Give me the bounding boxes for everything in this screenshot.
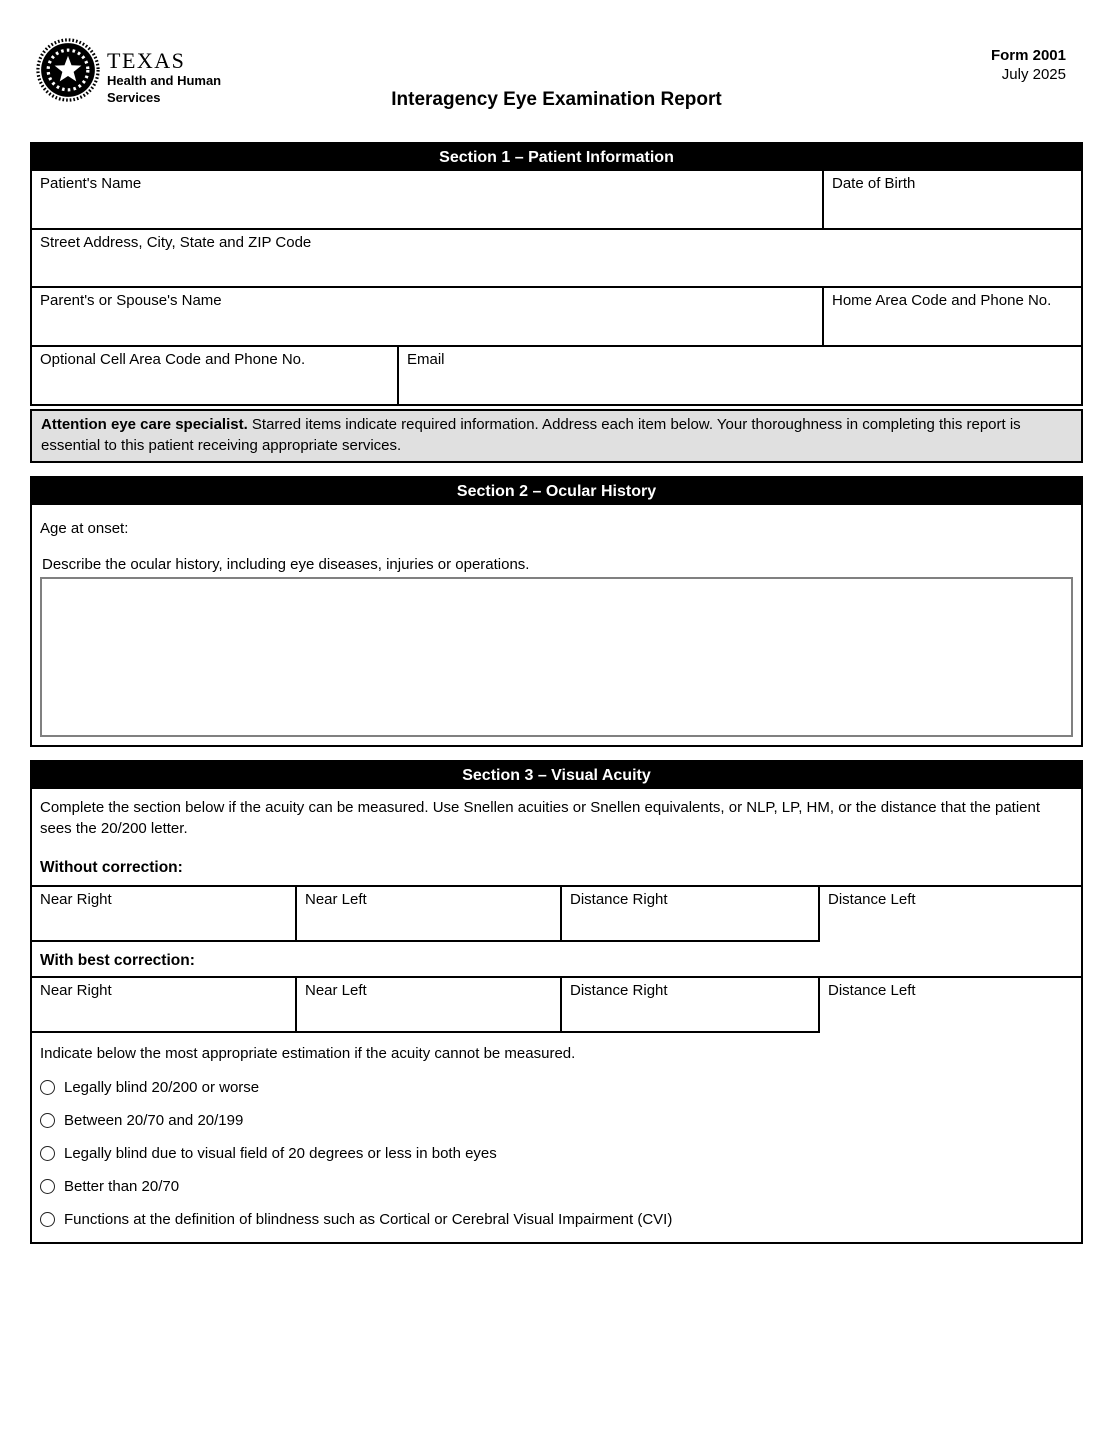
visual-acuity-intro: Complete the section below if the acuity can be measured. Use Snellen acuities or Snellen equivalents, or NLP, LP, HM, or the distance that the patient sees the 20/200 letter. bbox=[40, 799, 1041, 837]
parent-spouse-name-value[interactable] bbox=[40, 309, 814, 323]
form-date: July 2025 bbox=[1001, 66, 1066, 83]
cell-phone-label: Optional Cell Area Code and Phone No. bbox=[40, 351, 306, 368]
near-right-label: Near Right bbox=[40, 982, 112, 999]
cell-phone-field[interactable] bbox=[32, 347, 397, 404]
option-legally-blind-20-200[interactable] bbox=[40, 1079, 1073, 1096]
email-value[interactable] bbox=[407, 368, 1073, 382]
estimation-instruction: Indicate below the most appropriate estimation if the acuity cannot be measured. bbox=[40, 1045, 576, 1062]
patient-name-label: Patient's Name bbox=[40, 175, 142, 192]
patient-name-field[interactable] bbox=[32, 171, 822, 228]
option-functions-at-blindness-cvi[interactable] bbox=[40, 1211, 1073, 1228]
parent-spouse-name-field[interactable] bbox=[32, 288, 822, 345]
row-cell-email bbox=[32, 345, 1081, 404]
with-distance-left-field[interactable] bbox=[820, 978, 1081, 1033]
distance-left-label: Distance Left bbox=[828, 982, 916, 999]
age-at-onset-label: Age at onset: bbox=[40, 520, 129, 537]
form-meta bbox=[991, 46, 1066, 84]
option-between-20-70-and-20-199[interactable] bbox=[40, 1112, 1073, 1129]
radio-button-icon[interactable] bbox=[40, 1113, 55, 1128]
parent-spouse-name-label: Parent's or Spouse's Name bbox=[40, 292, 222, 309]
page-title: Interagency Eye Examination Report bbox=[391, 89, 722, 110]
with-correction-row bbox=[32, 978, 1081, 1033]
option-label: Legally blind 20/200 or worse bbox=[64, 1079, 260, 1096]
distance-right-label: Distance Right bbox=[570, 891, 668, 908]
distance-left-label: Distance Left bbox=[828, 891, 916, 908]
radio-button-icon[interactable] bbox=[40, 1146, 55, 1161]
address-value[interactable] bbox=[40, 251, 1073, 265]
section-3-visual-acuity bbox=[30, 760, 1083, 1244]
attention-note-text: Starred items indicate required information. Address each item below. Your thoroughness in completing this report is essential to this patient receiving appropriate services. bbox=[41, 416, 1021, 454]
without-distance-left-field[interactable] bbox=[820, 887, 1081, 942]
radio-button-icon[interactable] bbox=[40, 1080, 55, 1095]
radio-button-icon[interactable] bbox=[40, 1179, 55, 1194]
section-3-header: Section 3 – Visual Acuity bbox=[32, 762, 1081, 789]
with-distance-right-field[interactable] bbox=[562, 978, 820, 1033]
row-parent-spouse bbox=[32, 286, 1081, 345]
email-label: Email bbox=[407, 351, 445, 368]
home-phone-label: Home Area Code and Phone No. bbox=[832, 292, 1052, 309]
section-2-ocular-history bbox=[30, 476, 1083, 747]
option-label: Better than 20/70 bbox=[64, 1178, 180, 1195]
form-header bbox=[30, 0, 1083, 142]
attention-note bbox=[30, 409, 1083, 463]
option-label: Legally blind due to visual field of 20 degrees or less in both eyes bbox=[64, 1145, 497, 1162]
near-right-label: Near Right bbox=[40, 891, 112, 908]
option-visual-field-20-degrees[interactable] bbox=[40, 1145, 1073, 1162]
date-of-birth-label: Date of Birth bbox=[832, 175, 916, 192]
near-left-label: Near Left bbox=[305, 891, 367, 908]
logo-sub-line2: Services bbox=[107, 90, 161, 105]
patient-name-value[interactable] bbox=[40, 192, 814, 206]
form-number: Form 2001 bbox=[990, 47, 1066, 64]
address-field[interactable] bbox=[32, 230, 1081, 286]
section-1-patient-information bbox=[30, 142, 1083, 406]
option-label: Between 20/70 and 20/199 bbox=[64, 1112, 244, 1129]
section-2-header: Section 2 – Ocular History bbox=[32, 478, 1081, 505]
near-left-label: Near Left bbox=[305, 982, 367, 999]
home-phone-field[interactable] bbox=[822, 288, 1081, 345]
radio-button-icon[interactable] bbox=[40, 1212, 55, 1227]
row-patient-name bbox=[32, 171, 1081, 228]
logo-sub-line1: Health and Human bbox=[107, 73, 222, 88]
section-1-header: Section 1 – Patient Information bbox=[32, 144, 1081, 171]
ocular-history-textarea[interactable] bbox=[40, 577, 1073, 737]
ocular-history-describe-label: Describe the ocular history, including eye diseases, injuries or operations. bbox=[42, 556, 530, 573]
distance-right-label: Distance Right bbox=[570, 982, 668, 999]
date-of-birth-field[interactable] bbox=[822, 171, 1081, 228]
cell-phone-value[interactable] bbox=[40, 368, 389, 382]
without-near-right-field[interactable] bbox=[32, 887, 297, 942]
option-better-than-20-70[interactable] bbox=[40, 1178, 1073, 1195]
email-field[interactable] bbox=[397, 347, 1081, 404]
without-correction-label: Without correction: bbox=[40, 859, 183, 876]
without-near-left-field[interactable] bbox=[297, 887, 562, 942]
with-best-correction-label: With best correction: bbox=[32, 942, 1081, 978]
date-of-birth-value[interactable] bbox=[832, 192, 1073, 206]
without-correction-row bbox=[32, 885, 1081, 942]
address-label: Street Address, City, State and ZIP Code bbox=[40, 234, 312, 251]
with-near-left-field[interactable] bbox=[297, 978, 562, 1033]
with-near-right-field[interactable] bbox=[32, 978, 297, 1033]
home-phone-value[interactable] bbox=[832, 309, 1073, 323]
without-distance-right-field[interactable] bbox=[562, 887, 820, 942]
attention-note-bold: Attention eye care specialist. bbox=[41, 416, 248, 433]
logo-org-name: TEXAS bbox=[107, 48, 186, 73]
row-address bbox=[32, 228, 1081, 286]
option-label: Functions at the definition of blindness such as Cortical or Cerebral Visual Impairment (CVI) bbox=[64, 1211, 673, 1228]
